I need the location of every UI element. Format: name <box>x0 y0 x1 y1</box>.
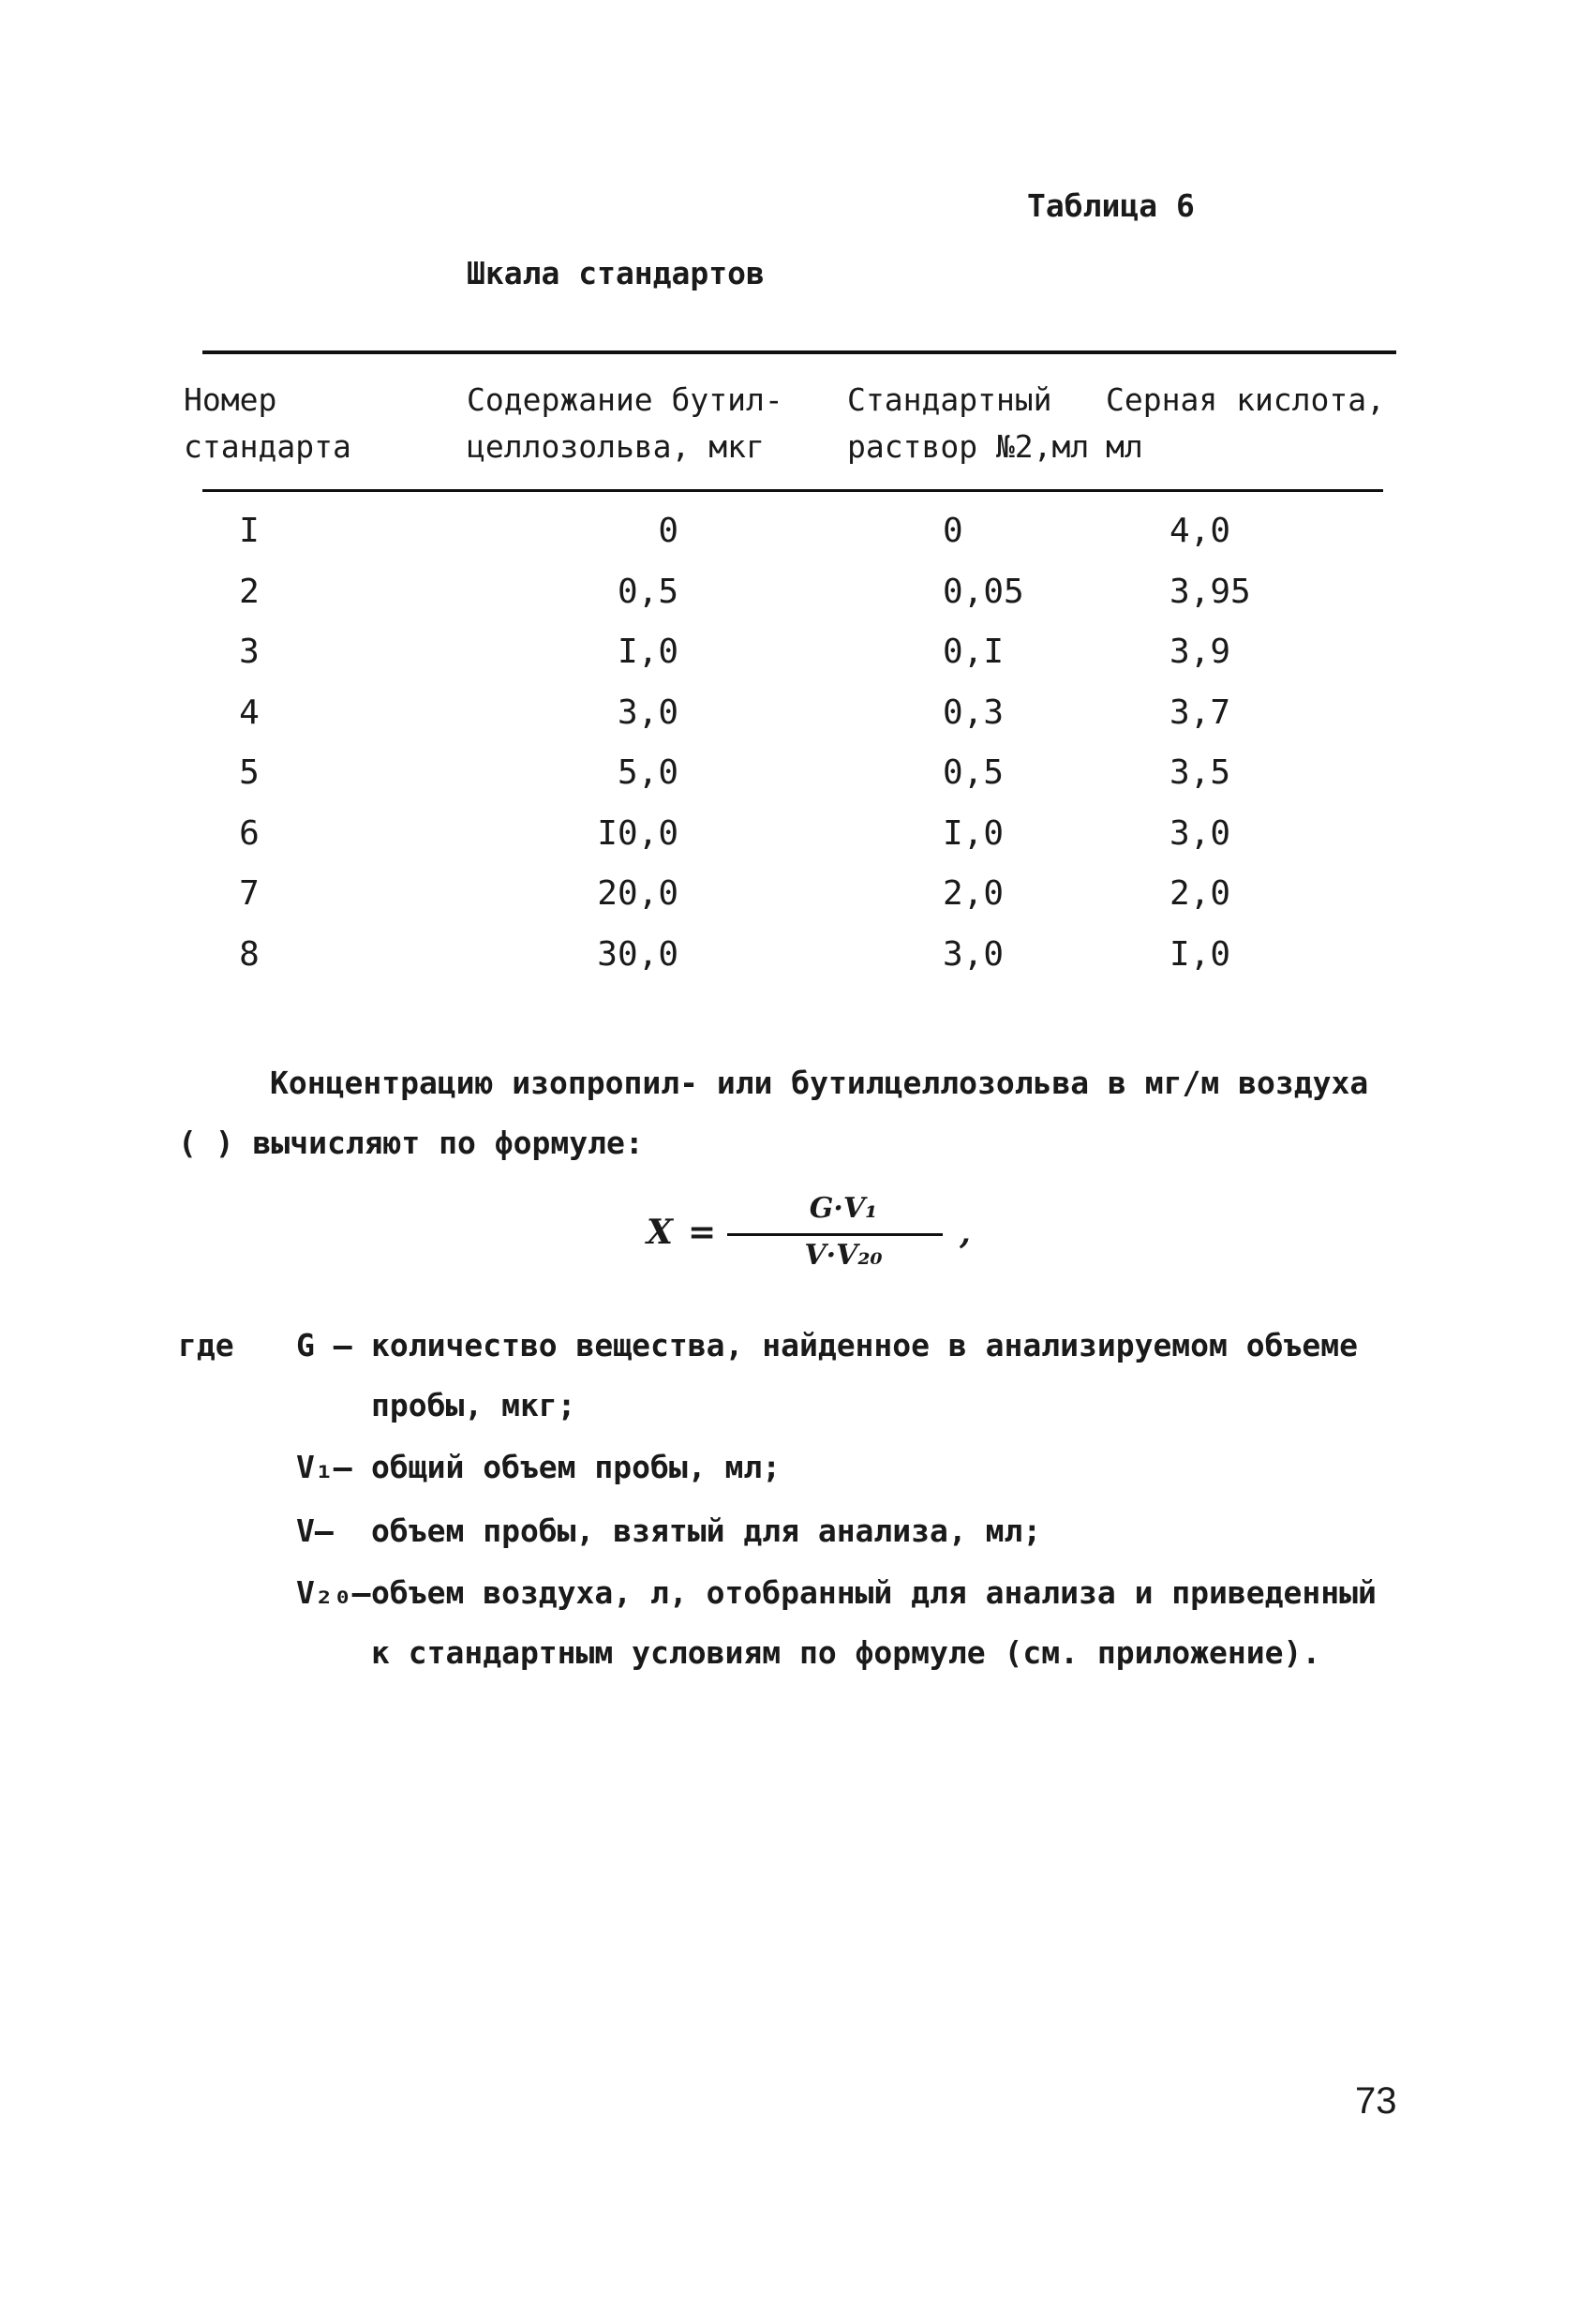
cell-solution: 0,05 <box>943 572 1024 611</box>
cell-acid: 4,0 <box>1169 512 1231 550</box>
cell-content: 0 <box>658 512 678 550</box>
column-header-content: Содержание бутил- целлозольва, мкг <box>467 381 783 465</box>
def-symbol-c: G – <box>296 1327 352 1363</box>
where-label: где <box>178 1327 234 1363</box>
cell-acid: 3,9 <box>1169 633 1231 671</box>
def-text-c-line1: количество вещества, найденное в анализируемом объеме <box>371 1327 1358 1363</box>
table-header-rule <box>202 489 1383 492</box>
cell-solution: 0,3 <box>943 693 1005 732</box>
def-symbol-v20: V₂₀– <box>296 1574 371 1611</box>
formula-numerator: G·V₁ <box>809 1192 878 1225</box>
cell-solution: 0 <box>943 512 963 550</box>
table-label: Таблица 6 <box>1027 187 1195 224</box>
column-header-number: Номер стандарта <box>184 381 351 465</box>
cell-content: 3,0 <box>617 693 678 732</box>
cell-acid: 3,0 <box>1169 813 1231 853</box>
paragraph-line-2: ( ) вычисляют по формуле: <box>178 1125 644 1161</box>
cell-solution: 2,0 <box>943 874 1005 913</box>
cell-number: 4 <box>239 693 260 732</box>
cell-solution: 3,0 <box>943 934 1005 974</box>
cell-solution: I,0 <box>943 813 1005 853</box>
paragraph-line-1: Концентрацию изопропил- или бутилцеллозольва в мг/м воздуха <box>270 1065 1369 1101</box>
cell-number: 3 <box>239 633 260 671</box>
cell-acid: 2,0 <box>1169 874 1231 913</box>
cell-number: I <box>239 512 260 550</box>
page-number: 73 <box>1355 2080 1397 2122</box>
formula-equals: = <box>688 1213 717 1252</box>
formula-denominator: V·V₂₀ <box>804 1239 883 1272</box>
def-text-v: объем пробы, взятый для анализа, мл; <box>371 1512 1042 1549</box>
cell-acid: 3,7 <box>1169 693 1231 732</box>
def-symbol-v1: V₁– <box>296 1449 352 1485</box>
def-text-v20-line2: к стандартным условиям по формуле (см. приложение). <box>371 1634 1321 1671</box>
column-header-solution: Стандартный раствор №2,мл <box>847 381 1090 465</box>
formula-comma: , <box>960 1214 971 1252</box>
cell-acid: 3,95 <box>1169 572 1251 611</box>
cell-content: 5,0 <box>617 753 678 792</box>
cell-content: 30,0 <box>597 934 678 974</box>
cell-content: 20,0 <box>597 874 678 913</box>
cell-content: I,0 <box>617 633 678 671</box>
cell-acid: 3,5 <box>1169 753 1231 792</box>
cell-solution: 0,I <box>943 633 1005 671</box>
fraction-bar <box>727 1233 943 1236</box>
cell-content: 0,5 <box>617 572 678 611</box>
cell-number: 8 <box>239 934 260 974</box>
def-text-v1: общий объем пробы, мл; <box>371 1449 782 1485</box>
column-header-acid: Серная кислота, мл <box>1106 381 1386 465</box>
table-top-rule <box>202 350 1396 354</box>
cell-number: 5 <box>239 753 260 792</box>
cell-number: 7 <box>239 874 260 913</box>
cell-solution: 0,5 <box>943 753 1005 792</box>
cell-acid: I,0 <box>1169 934 1231 974</box>
cell-number: 6 <box>239 813 260 853</box>
def-text-v20-line1: объем воздуха, л, отобранный для анализа и приведенный <box>371 1574 1377 1611</box>
formula-lhs: X <box>647 1213 673 1252</box>
table-title: Шкала стандартов <box>467 255 765 291</box>
def-text-c-line2: пробы, мкг; <box>371 1387 576 1423</box>
cell-number: 2 <box>239 572 260 611</box>
def-symbol-v: V– <box>296 1512 334 1549</box>
cell-content: I0,0 <box>597 813 678 853</box>
